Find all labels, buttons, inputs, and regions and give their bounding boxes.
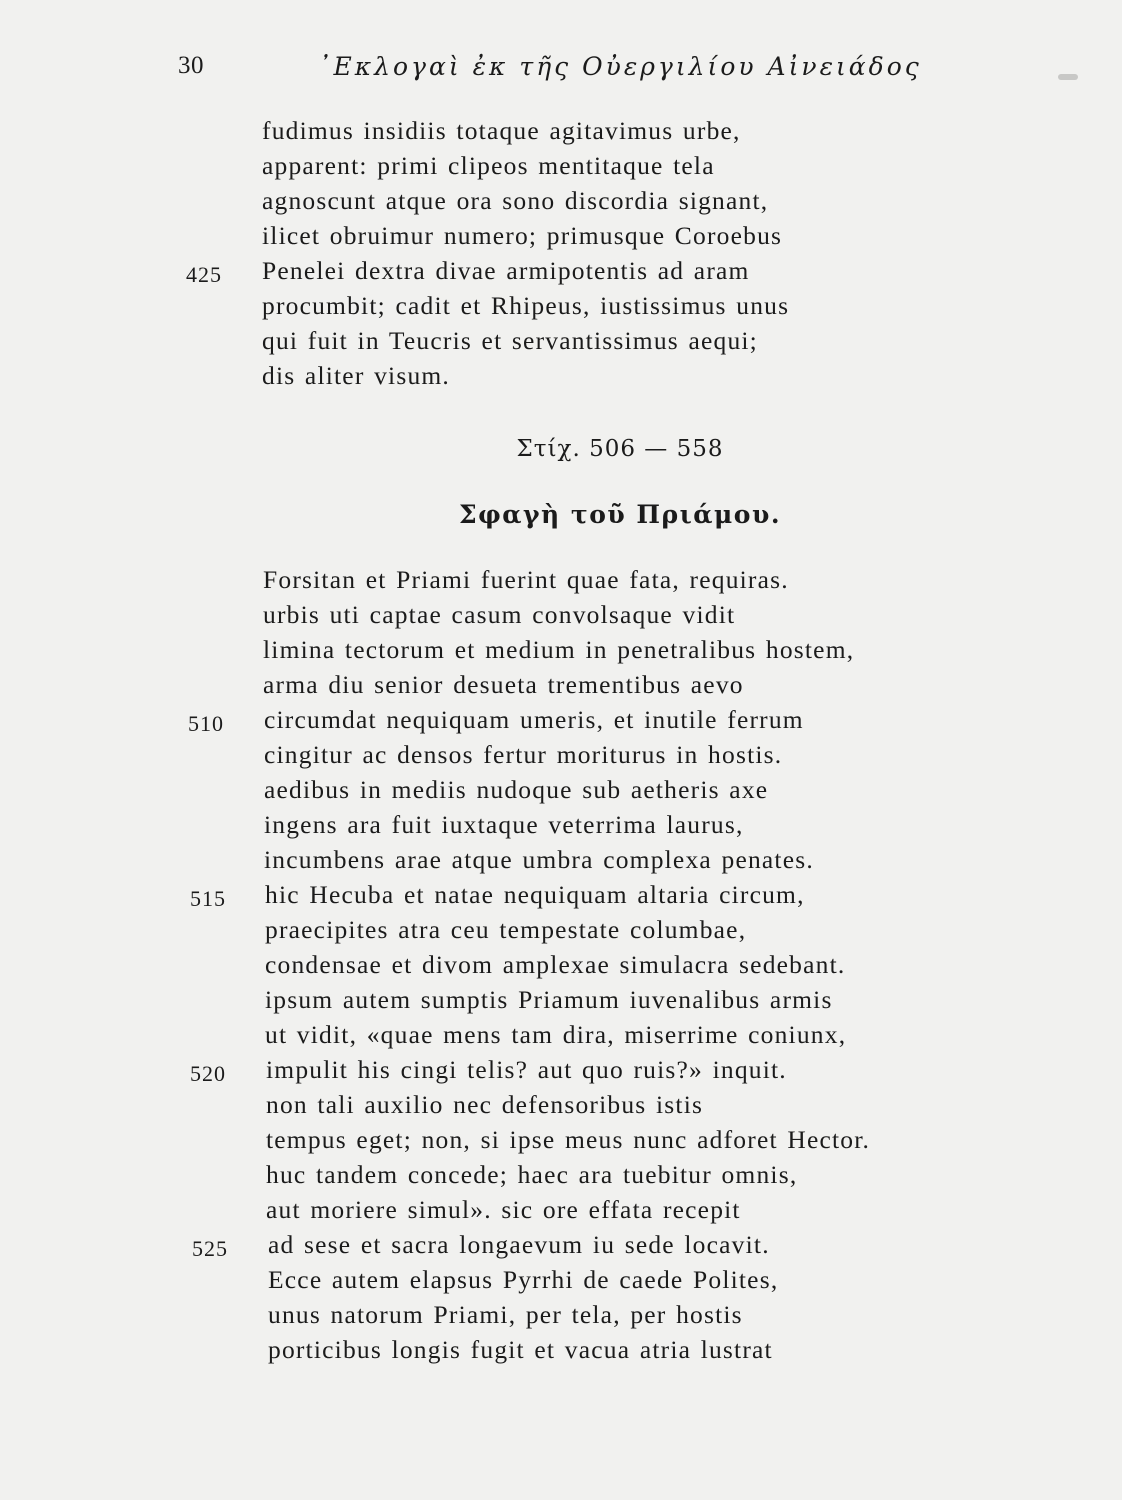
verse-line (0, 288, 1122, 323)
verse-text: porticibus longis fugit et vacua atria lustrat (268, 1335, 773, 1364)
verse-text: ingens ara fuit iuxtaque veterrima laurus, (264, 810, 744, 839)
verse-text: fudimus insidiis totaque agitavimus urbe, (262, 116, 741, 145)
verse-line (0, 1192, 1122, 1227)
print-smudge (1058, 74, 1078, 80)
verse-line (0, 982, 1122, 1017)
verse-line (0, 1262, 1122, 1297)
verse-line (0, 877, 1122, 912)
verse-line (0, 597, 1122, 632)
verse-text: limina tectorum et medium in penetralibus hostem, (263, 635, 855, 664)
verse-line (0, 947, 1122, 982)
verse-line (0, 1227, 1122, 1262)
verse-line (0, 1332, 1122, 1367)
verse-text: incumbens arae atque umbra complexa penates. (264, 845, 814, 874)
verse-text: agnoscunt atque ora sono discordia signant, (262, 186, 769, 215)
verse-line (0, 702, 1122, 737)
verse-line (0, 1157, 1122, 1192)
verse-text: procumbit; cadit et Rhipeus, iustissimus unus (262, 291, 790, 320)
verse-text: praecipites atra ceu tempestate columbae, (265, 915, 747, 944)
verse-line (0, 1122, 1122, 1157)
verse-line (0, 1087, 1122, 1122)
verse-text: apparent: primi clipeos mentitaque tela (262, 151, 715, 180)
verse-text: qui fuit in Teucris et servantissimus aequi; (262, 326, 758, 355)
verse-line (0, 323, 1122, 358)
verse-line (0, 218, 1122, 253)
verse-text: Ecce autem elapsus Pyrrhi de caede Polites, (268, 1265, 779, 1294)
verse-line (0, 253, 1122, 288)
line-number: 525 (192, 1236, 228, 1261)
line-number: 515 (190, 886, 226, 911)
verse-text: impulit his cingi telis? aut quo ruis?» inquit. (266, 1055, 787, 1084)
verse-text: non tali auxilio nec defensoribus istis (266, 1090, 704, 1119)
verse-text: condensae et divom amplexae simulacra sedebant. (265, 950, 846, 979)
verse-text: ad sese et sacra longaevum iu sede locavit. (268, 1230, 770, 1259)
verse-line (0, 632, 1122, 667)
verse-text: cingitur ac densos fertur moriturus in hostis. (264, 740, 783, 769)
line-number: 520 (190, 1061, 226, 1086)
line-number: 510 (188, 711, 224, 736)
verse-text: Penelei dextra divae armipotentis ad aram (262, 256, 750, 285)
verse-text: ilicet obruimur numero; primusque Coroebus (262, 221, 783, 250)
verse-text: ut vidit, «quae mens tam dira, miserrime coniunx, (265, 1020, 847, 1049)
verse-line (0, 667, 1122, 702)
verse-line (0, 1297, 1122, 1332)
verse-text: aut moriere simul». sic ore effata recepit (266, 1195, 741, 1224)
verse-text: hic Hecuba et natae nequiquam altaria circum, (265, 880, 805, 909)
verse-line (0, 912, 1122, 947)
verse-text: urbis uti captae casum convolsaque vidit (263, 600, 736, 629)
verse-text: circumdat nequiquam umeris, et inutile ferrum (264, 705, 804, 734)
verse-line (0, 358, 1122, 393)
verse-text: aedibus in mediis nudoque sub aetheris axe (264, 775, 769, 804)
verse-line (0, 1017, 1122, 1052)
section-title: Σφαγὴ τοῦ Πριάμου. (458, 500, 782, 529)
verse-text: Forsitan et Priami fuerint quae fata, requiras. (263, 565, 789, 594)
verse-text: dis aliter visum. (262, 361, 451, 390)
verse-line (0, 183, 1122, 218)
verse-line (0, 737, 1122, 772)
verse-line (0, 562, 1122, 597)
verse-text: unus natorum Priami, per tela, per hostis (268, 1300, 743, 1329)
verse-line (0, 148, 1122, 183)
verse-line (0, 842, 1122, 877)
verse-text: arma diu senior desueta trementibus aevo (263, 670, 744, 699)
line-number: 425 (186, 262, 222, 287)
verse-line (0, 807, 1122, 842)
running-title: ᾿Εκλογαὶ ἐκ τῆς Οὐεργιλίου Αἰνειάδος (318, 52, 922, 81)
verse-block-1 (0, 113, 1122, 393)
running-head (0, 52, 1122, 92)
verse-line (0, 113, 1122, 148)
section-reference: Στίχ. 506 — 558 (516, 436, 724, 462)
verse-line (0, 772, 1122, 807)
page-number: 30 (178, 52, 204, 79)
verse-text: huc tandem concede; haec ara tuebitur omnis, (266, 1160, 798, 1189)
verse-text: tempus eget; non, si ipse meus nunc adforet Hector. (266, 1125, 871, 1154)
verse-block-2 (0, 562, 1122, 1367)
verse-line (0, 1052, 1122, 1087)
verse-text: ipsum autem sumptis Priamum iuvenalibus armis (265, 985, 833, 1014)
